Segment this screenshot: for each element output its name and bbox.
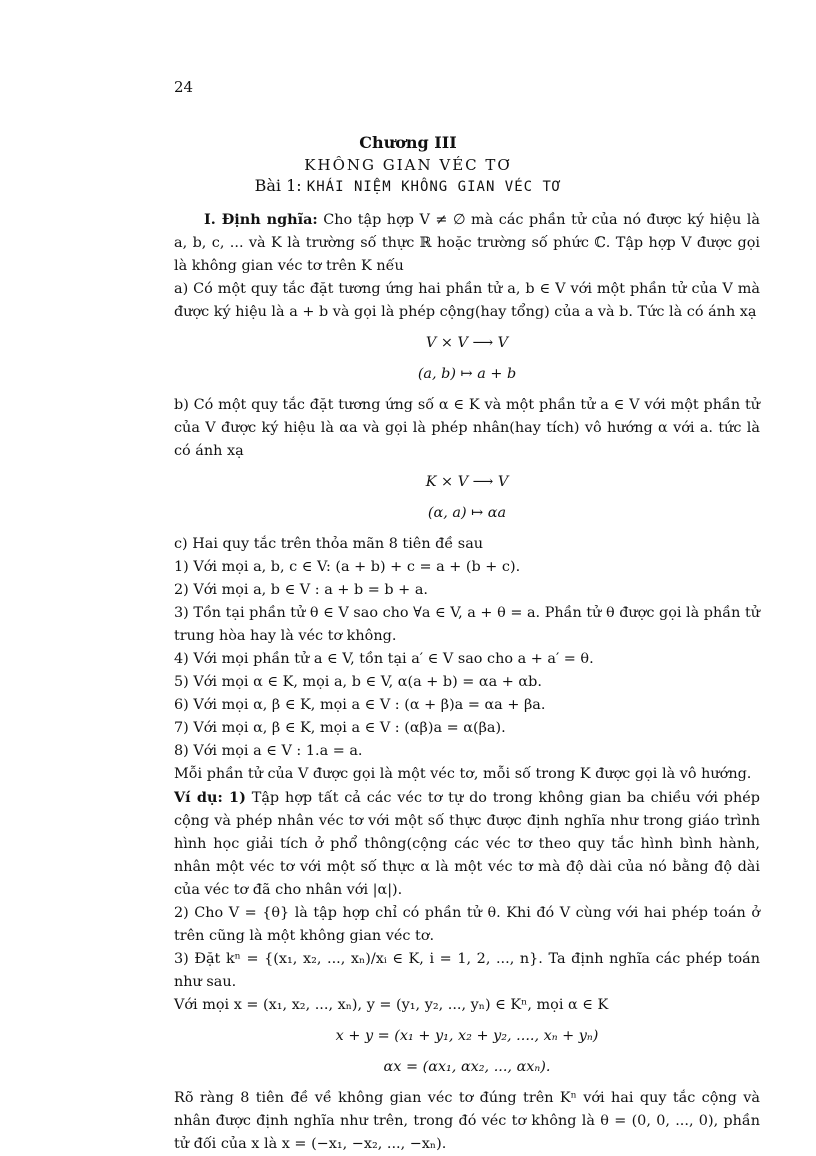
axiom-1: 1) Với mọi a, b, c ∈ V: (a + b) + c = a + (b + c).: [174, 559, 521, 575]
axiom-6: 6) Với mọi α, β ∈ K, mọi a ∈ V : (α + β)a = αa + βa.: [174, 697, 546, 713]
lesson-prefix: Bài 1:: [254, 176, 302, 195]
chapter-subtitle: KHÔNG GIAN VÉC TƠ: [304, 156, 512, 174]
example-1-text: Tập hợp tất cả các véc tơ tự do trong không gian ba chiều với phép cộng và phép nhân véc tơ với một số thực được định nghĩa như trong giáo trình hình học giải tích ở phổ thông(cộng các véc tơ theo quy tắc hình bình hành, nhân một véc tơ với một số thực α là một véc tơ mà độ dài của nó bằng độ dài của véc tơ đã cho nhân với |α|).: [174, 790, 760, 898]
example-heading: Ví dụ: 1): [174, 789, 246, 806]
axiom-8: 8) Với mọi a ∈ V : 1.a = a.: [174, 743, 363, 759]
chapter-title: Chương III: [359, 133, 457, 152]
map-b-line-1: K × V ⟶ V: [425, 474, 509, 490]
naming-sentence: Mỗi phần tử của V được gọi là một véc tơ, mỗi số trong K được gọi là vô hướng.: [174, 766, 752, 782]
page-number: 24: [174, 78, 194, 96]
rule-b: b) Có một quy tắc đặt tương ứng số α ∈ K và một phần tử a ∈ V với một phần tử của V được ký hiệu là αa và gọi là phép nhân(hay tích) vô hướng α với a. tức là có ánh xạ: [174, 397, 760, 459]
definition-paragraph: [174, 208, 760, 278]
axiom-5: 5) Với mọi α ∈ K, mọi a, b ∈ V, α(a + b) = αa + αb.: [174, 674, 542, 690]
axiom-3: 3) Tồn tại phần tử θ ∈ V sao cho ∀a ∈ V, a + θ = a. Phần tử θ được gọi là phần tử trung hòa hay là véc tơ không.: [174, 605, 760, 644]
map-b-line-2: (α, a) ↦ αa: [427, 505, 507, 521]
example-2: 2) Cho V = {θ} là tập hợp chỉ có phần tử θ. Khi đó V cùng với hai phép toán ở trên cũng là một không gian véc tơ.: [174, 905, 760, 944]
example-3-for-all: Với mọi x = (x₁, x₂, ..., xₙ), y = (y₁, y₂, ..., yₙ) ∈ Kⁿ, mọi α ∈ K: [174, 997, 609, 1013]
example-3: 3) Đặt kⁿ = {(x₁, x₂, ..., xₙ)/xᵢ ∈ K, i = 1, 2, ..., n}. Ta định nghĩa các phép toán như sau.: [174, 951, 760, 990]
example-1: [174, 786, 760, 902]
formula-scalar: αx = (αx₁, αx₂, ..., αxₙ).: [383, 1059, 551, 1075]
axioms-intro: c) Hai quy tắc trên thỏa mãn 8 tiên đề sau: [174, 536, 484, 552]
formula-sum: x + y = (x₁ + y₁, x₂ + y₂, ...., xₙ + yₙ): [335, 1028, 599, 1044]
map-a-line-1: V × V ⟶ V: [425, 335, 509, 351]
conclusion: Rõ ràng 8 tiên đề về không gian véc tơ đúng trên Kⁿ với hai quy tắc cộng và nhân được định nghĩa như trên, trong đó véc tơ không là θ = (0, 0, ..., 0), phần tử đối của x là x = (−x₁, −x₂, ..., −xₙ).: [174, 1090, 760, 1152]
axiom-2: 2) Với mọi a, b ∈ V : a + b = b + a.: [174, 582, 428, 598]
map-a-line-2: (a, b) ↦ a + b: [417, 366, 517, 382]
lesson-title: [0, 176, 816, 195]
body-text: [174, 208, 760, 1156]
lesson-name: KHÁI NIỆM KHÔNG GIAN VÉC TƠ: [306, 179, 562, 195]
axiom-7: 7) Với mọi α, β ∈ K, mọi a ∈ V : (αβ)a = α(βa).: [174, 720, 506, 736]
definition-text: Cho tập hợp V ≠ ∅ mà các phần tử của nó được ký hiệu là a, b, c, ... và K là trường số thực ℝ hoặc trường số phức ℂ. Tập hợp V được gọi là không gian véc tơ trên K nếu: [174, 212, 760, 274]
axiom-4: 4) Với mọi phần tử a ∈ V, tồn tại a′ ∈ V sao cho a + a′ = θ.: [174, 651, 594, 667]
definition-heading: I. Định nghĩa:: [204, 211, 318, 228]
rule-a: a) Có một quy tắc đặt tương ứng hai phần tử a, b ∈ V với một phần tử của V mà được ký hiệu là a + b và gọi là phép cộng(hay tổng) của a và b. Tức là có ánh xạ: [174, 281, 760, 320]
